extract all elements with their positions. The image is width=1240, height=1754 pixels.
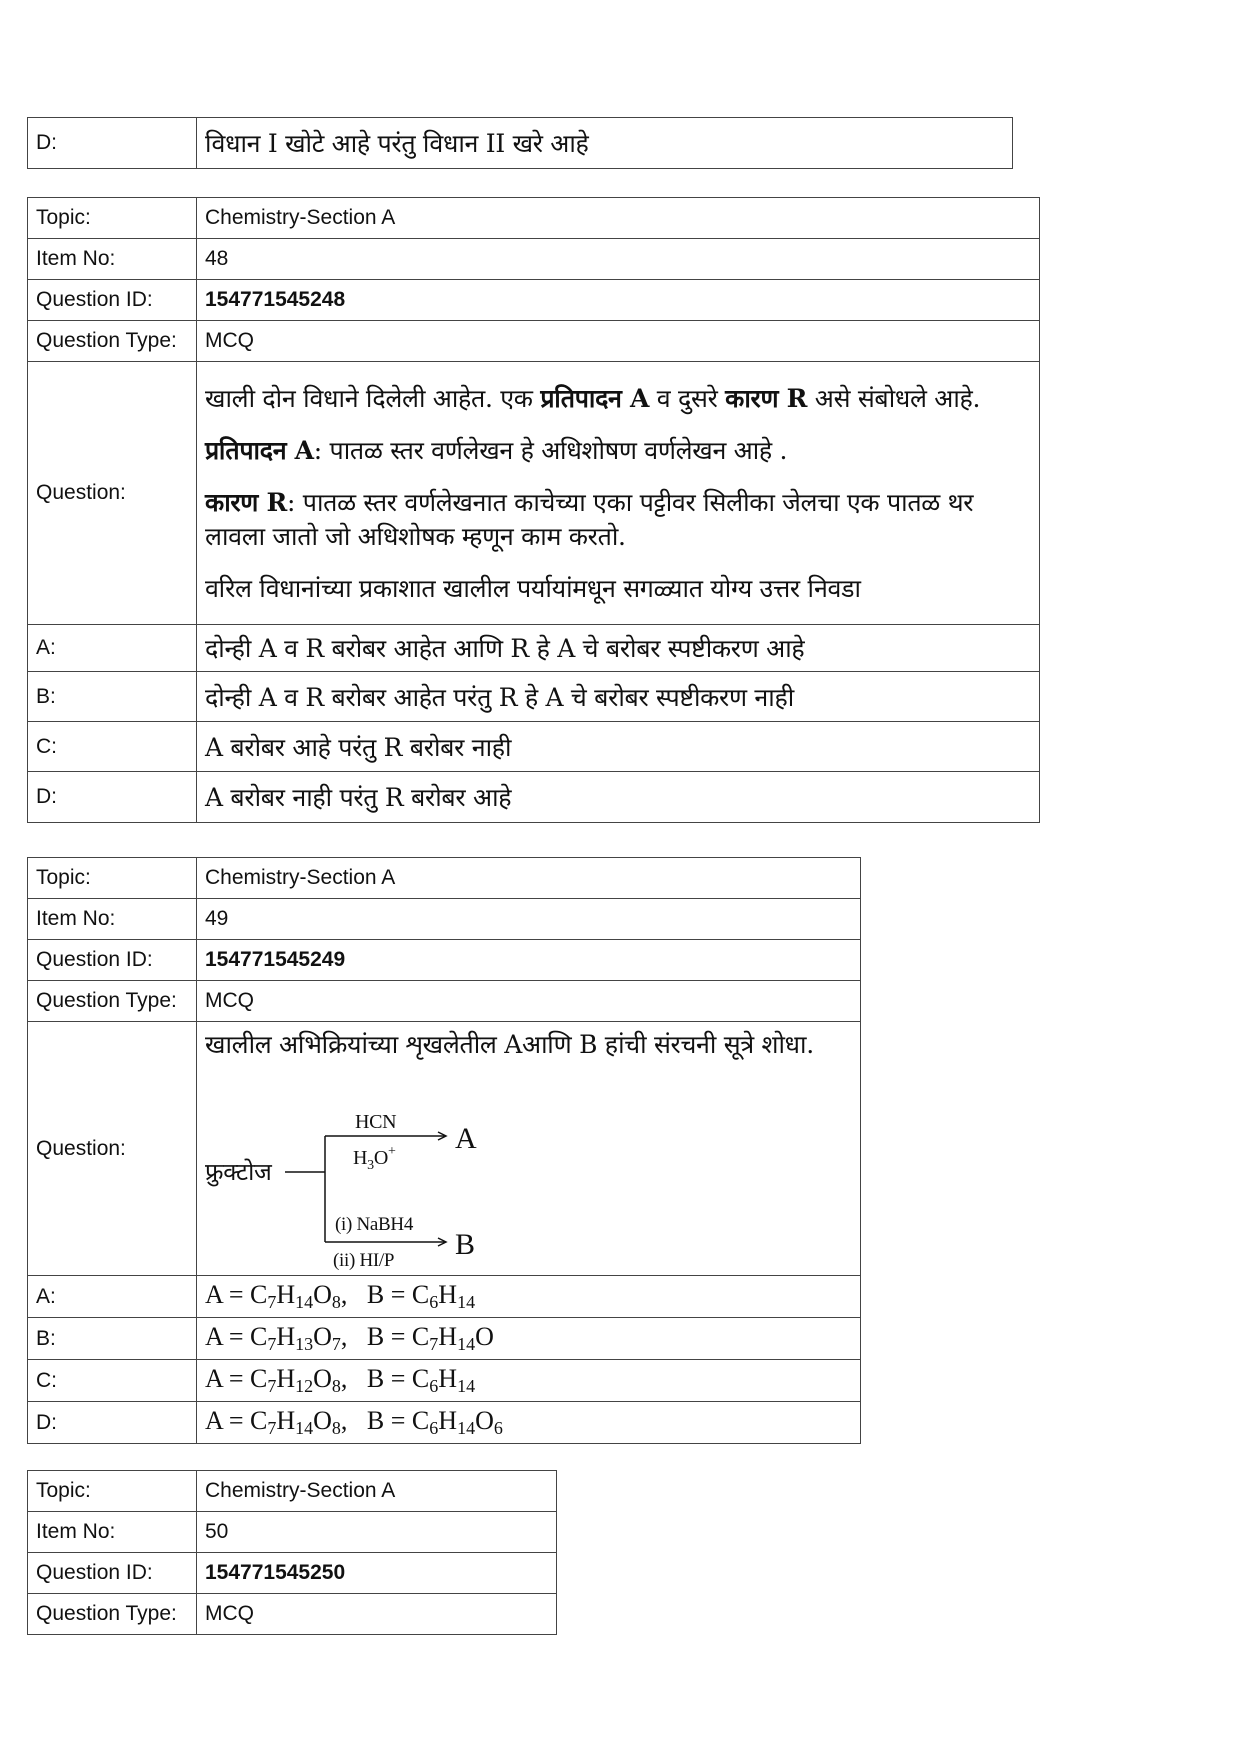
question-type-label: Question Type: <box>28 981 197 1022</box>
hcn-reagent: HCN <box>355 1111 397 1133</box>
option-label: B: <box>28 1318 197 1360</box>
question-label: Question: <box>28 362 197 625</box>
instruction: वरिल विधानांच्या प्रकाशात खालील पर्यायांमधून सगळ्यात योग्य उत्तर निवडा <box>205 574 861 603</box>
product-a: A <box>455 1122 477 1155</box>
option-label: D: <box>28 118 197 169</box>
question-48-table <box>27 197 1040 823</box>
option-b-formula: $A = C_7H_{13}O_7$, $B = C_7H_{14}O$ <box>197 1318 861 1360</box>
question-text <box>197 362 1040 625</box>
topic-label: Topic: <box>28 198 197 239</box>
topic-value: Chemistry-Section A <box>197 198 1040 239</box>
fructose-label: फ्रुक्टोज <box>205 1158 272 1186</box>
product-b: B <box>455 1228 475 1261</box>
reason-r: कारण R: पातळ स्तर वर्णलेखनात काचेच्या एका पट्टीवर सिलीका जेलचा एक पातळ थर लावला जातो जो अधिशोषक म्हणून काम करतो. <box>205 488 974 551</box>
topic-label: Topic: <box>28 1471 197 1512</box>
hip-reagent: (ii) HI/P <box>333 1250 395 1271</box>
item-no-label: Item No: <box>28 899 197 940</box>
question-label: Question: <box>28 1022 197 1276</box>
question-statement: खालील अभिक्रियांच्या शृखलेतील Aआणि B हांची संरचनी सूत्रे शोधा. <box>205 1030 814 1059</box>
option-d-text: A बरोबर नाही परंतु R बरोबर आहे <box>197 772 1040 823</box>
option-label: A: <box>28 1276 197 1318</box>
option-b-text: दोन्ही A व R बरोबर आहेत परंतु R हे A चे बरोबर स्पष्टीकरण नाही <box>197 672 1040 722</box>
previous-question-table <box>27 117 1013 169</box>
question-intro: खाली दोन विधाने दिलेली आहेत. एक प्रतिपादन A व दुसरे कारण R असे संबोधले आहे. <box>205 384 981 413</box>
topic-value: Chemistry-Section A <box>197 1471 557 1512</box>
option-text: विधान I खोटे आहे परंतु विधान II खरे आहे <box>197 118 1013 169</box>
option-label: D: <box>28 1402 197 1444</box>
question-49-table <box>27 857 861 1444</box>
option-label: D: <box>28 772 197 823</box>
reaction-diagram <box>205 1062 805 1272</box>
question-id-value: 154771545249 <box>197 940 861 981</box>
question-type-value: MCQ <box>197 321 1040 362</box>
option-label: B: <box>28 672 197 722</box>
option-label: C: <box>28 1360 197 1402</box>
question-id-label: Question ID: <box>28 940 197 981</box>
question-text <box>197 1022 861 1276</box>
question-id-label: Question ID: <box>28 1553 197 1594</box>
item-no-label: Item No: <box>28 1512 197 1553</box>
topic-value: Chemistry-Section A <box>197 858 861 899</box>
option-label: C: <box>28 722 197 772</box>
option-a-text: दोन्ही A व R बरोबर आहेत आणि R हे A चे बरोबर स्पष्टीकरण आहे <box>197 625 1040 672</box>
option-c-formula: $A = C_7H_{12}O_8$, $B = C_6H_{14}$ <box>197 1360 861 1402</box>
item-no-value: 50 <box>197 1512 557 1553</box>
question-50-table <box>27 1470 557 1635</box>
item-no-value: 49 <box>197 899 861 940</box>
reaction-scheme <box>205 1062 852 1271</box>
question-type-label: Question Type: <box>28 321 197 362</box>
assertion-a: प्रतिपादन A: पातळ स्तर वर्णलेखन हे अधिशोषण वर्णलेखन आहे . <box>205 436 788 465</box>
option-a-formula: $A = C_7H_{14}O_8$, $B = C_6H_{14}$ <box>197 1276 861 1318</box>
question-id-label: Question ID: <box>28 280 197 321</box>
item-no-value: 48 <box>197 239 1040 280</box>
option-c-text: A बरोबर आहे परंतु R बरोबर नाही <box>197 722 1040 772</box>
option-label: A: <box>28 625 197 672</box>
option-d-formula: $A = C_7H_{14}O_8$, $B = C_6H_{14}O_6$ <box>197 1402 861 1444</box>
h3o-reagent: $H_3O^+$ <box>353 1144 396 1173</box>
question-id-value: 154771545248 <box>197 280 1040 321</box>
nabh4-reagent: (i) NaBH4 <box>335 1214 414 1235</box>
question-type-label: Question Type: <box>28 1594 197 1635</box>
question-id-value: 154771545250 <box>197 1553 557 1594</box>
question-type-value: MCQ <box>197 1594 557 1635</box>
topic-label: Topic: <box>28 858 197 899</box>
item-no-label: Item No: <box>28 239 197 280</box>
question-type-value: MCQ <box>197 981 861 1022</box>
